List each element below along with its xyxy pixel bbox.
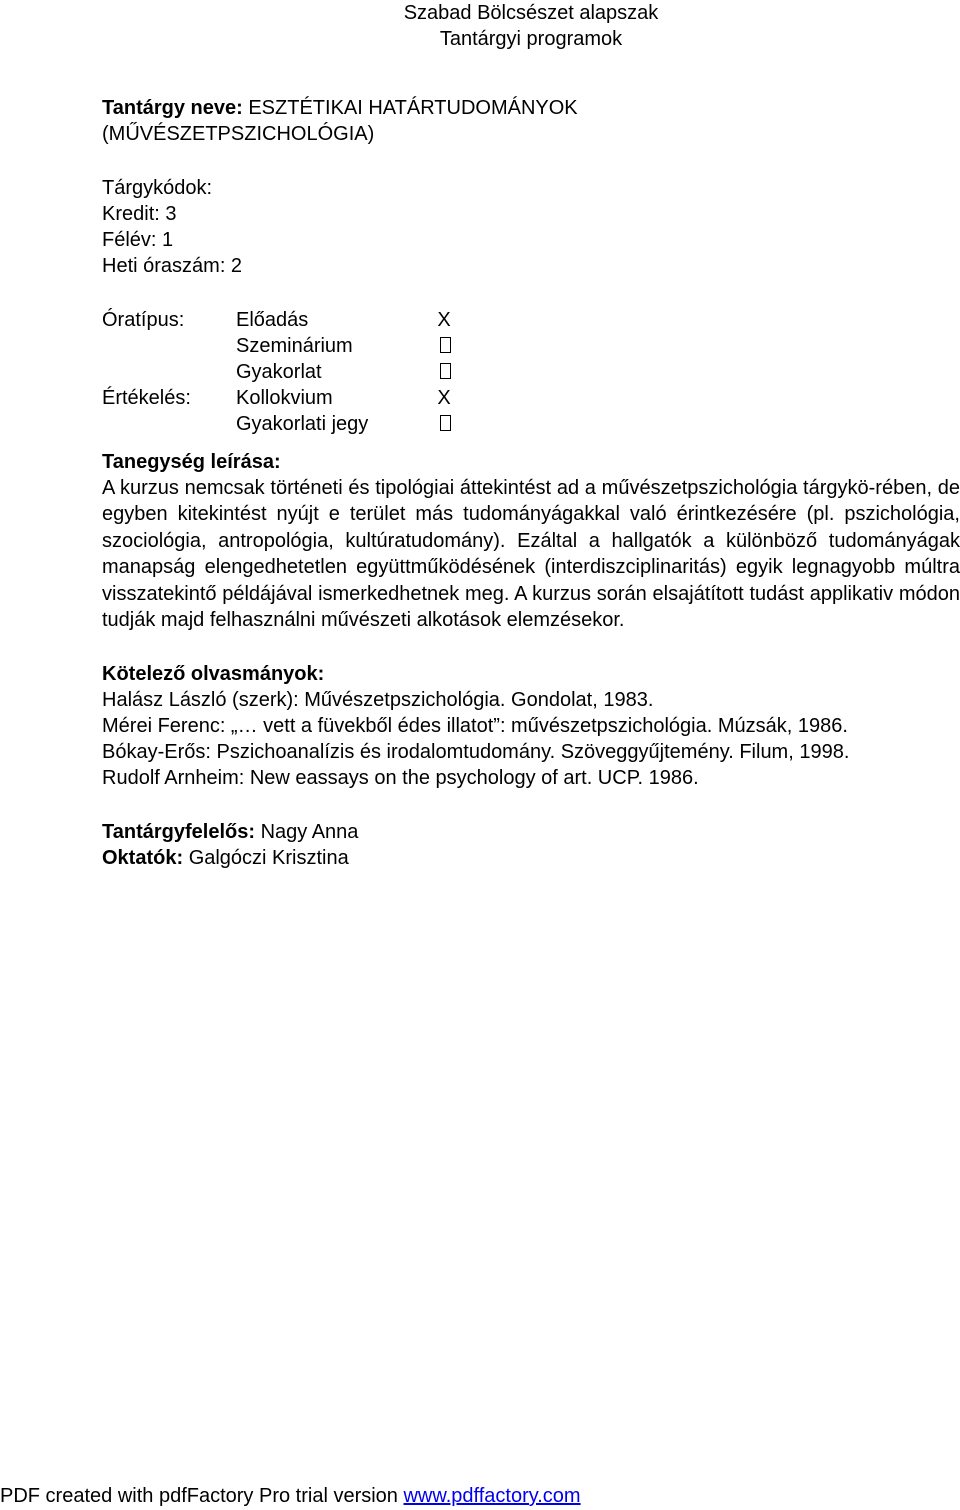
description-heading: Tanegység leírása: <box>102 451 281 473</box>
evaluation-label: Értékelés: <box>102 387 191 409</box>
empty-checkbox-icon <box>436 411 452 437</box>
evaluation-row <box>102 411 502 437</box>
course-semester: Félév: 1 <box>102 229 174 251</box>
reading-item: Rudolf Arnheim: New eassays on the psychology of art. UCP. 1986. <box>102 767 699 790</box>
header-subtitle: Tantárgyi programok <box>439 28 623 50</box>
subject-name-line1: ESZTÉTIKAI HATÁRTUDOMÁNYOK <box>248 97 578 119</box>
evaluation-row <box>102 385 502 411</box>
class-type-label: Óratípus: <box>102 309 185 331</box>
responsible-line <box>102 819 960 845</box>
page-header <box>0 0 960 52</box>
instructors-label: Oktatók: <box>102 847 184 870</box>
pdf-footer <box>0 1482 581 1510</box>
empty-checkbox-icon <box>436 359 452 385</box>
evaluation-name: Gyakorlati jegy <box>236 413 369 435</box>
class-type-name: Szeminárium <box>236 335 353 357</box>
instructors-line <box>102 845 960 871</box>
footer-text: PDF created with pdfFactory Pro trial version <box>0 1485 404 1507</box>
subject-name-line2: (MŰVÉSZETPSZICHOLÓGIA) <box>102 123 375 145</box>
subject-label: Tantárgy neve: <box>102 97 243 119</box>
selected-mark: X <box>437 387 451 409</box>
course-codes: Tárgykódok: <box>102 177 213 199</box>
header-program: Szabad Bölcsészet alapszak <box>403 2 659 24</box>
description-text: A kurzus nemcsak történeti és tipológiai áttekintést ad a művészetpszichológia tárgykö-rében, de egyben kitekintést nyújt e terület más tudományágakkal való érintkezésére (pl. pszichológia, szociológia, antropológia, kultúratudomány). Ezáltal a hallgatók a különböző tudományágak manapság elengedhetetlen együttműködésének (interdiszciplinaritás) egyik legnagyobb múltra visszatekintő példájával ismerkedhetnek meg. A kurzus során elsajátított tudást applikativ módon tudják majd felhasználni művészeti alkotások elemzésekor. <box>102 477 960 632</box>
responsible-label: Tantárgyfelelős: <box>102 821 255 844</box>
readings-heading: Kötelező olvasmányok: <box>102 663 325 686</box>
evaluation-name: Kollokvium <box>236 387 333 409</box>
class-type-name: Gyakorlat <box>236 361 322 383</box>
selected-mark: X <box>437 309 451 331</box>
reading-item: Halász László (szerk): Művészetpszichológia. Gondolat, 1983. <box>102 689 654 712</box>
course-weekly-hours: Heti óraszám: 2 <box>102 255 243 277</box>
class-type-row <box>102 359 502 385</box>
class-type-row <box>102 333 502 359</box>
class-type-table <box>102 307 960 437</box>
class-type-row <box>102 307 502 333</box>
class-type-name: Előadás <box>236 309 309 331</box>
reading-item: Mérei Ferenc: „… vett a füvekből édes illatot”: művészetpszichológia. Múzsák, 1986. <box>102 715 848 738</box>
responsible-name: Nagy Anna <box>260 821 359 844</box>
document-body <box>102 95 960 871</box>
course-credit: Kredit: 3 <box>102 203 177 225</box>
empty-checkbox-icon <box>436 333 452 359</box>
subject-title <box>102 95 960 121</box>
instructors-name: Galgóczi Krisztina <box>188 847 349 870</box>
reading-item: Bókay-Erős: Pszichoanalízis és irodalomtudomány. Szöveggyűjtemény. Filum, 1998. <box>102 741 850 764</box>
footer-link[interactable]: www.pdffactory.com <box>403 1485 581 1507</box>
